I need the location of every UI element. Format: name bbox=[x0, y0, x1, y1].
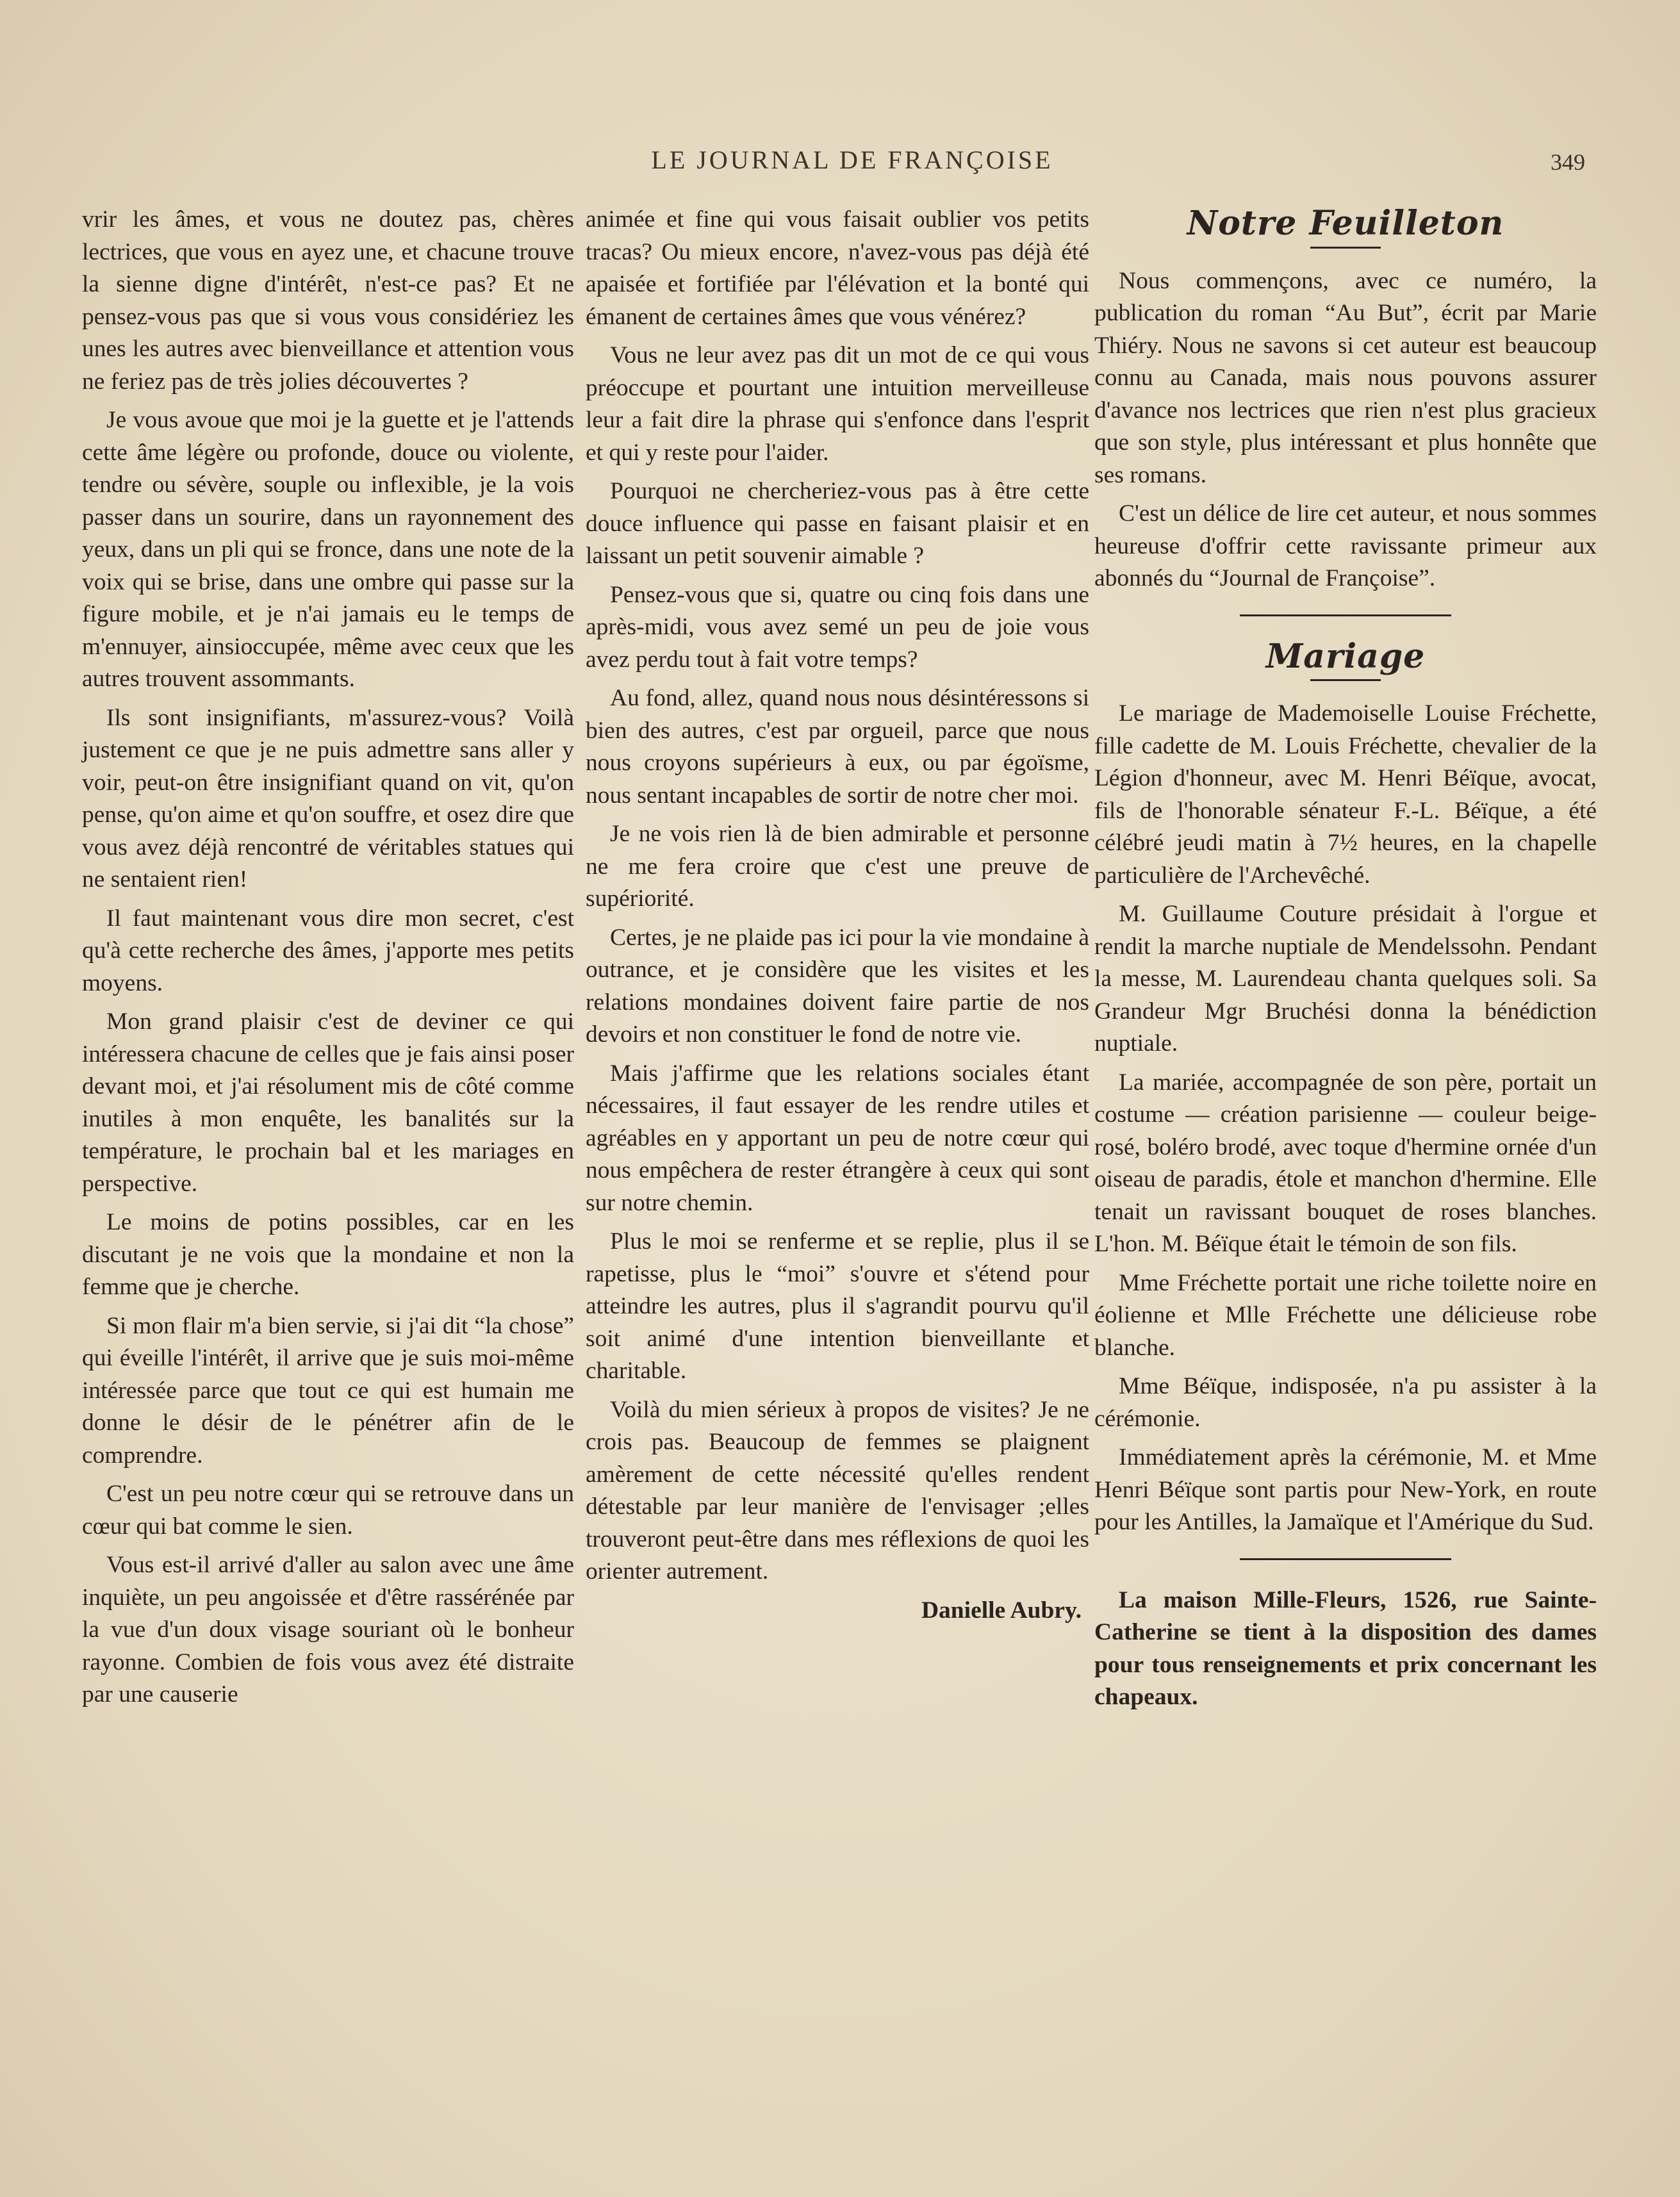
author-signature: Danielle Aubry. bbox=[921, 1597, 1082, 1624]
paragraph: Certes, je ne plaide pas ici pour la vie mondaine à outrance, et je considère que les visites et les relations mondaines doivent faire partie de nos devoirs et non constituer le fond de notre vie. bbox=[586, 924, 1089, 1048]
notice-paragraph: La maison Mille-Fleurs, 1526, rue Sainte-Catherine se tient à la disposition des dames pour tous renseignements et prix concernant les chapeaux. bbox=[1094, 1586, 1597, 1710]
paragraph: vrir les âmes, et vous ne doutez pas, chères lectrices, que vous en ayez une, et chacune trouve la sienne digne d'intérêt, n'est-ce pas? Et ne pensez-vous pas que si vous vous considériez les unes les autres avec bienveillance et attention vous ne feriez pas de très jolies découvertes ? bbox=[82, 206, 574, 395]
paragraph: Voilà du mien sérieux à propos de visites? Je ne crois pas. Beaucoup de femmes se plaignent amèrement de cette nécessité qu'elles rendent détestable par leur manière de l'envisager ;elles trouveront peut-être dans mes réflexions de quoi les orienter autrement. bbox=[586, 1396, 1089, 1584]
section-title-feuilleton: Notre Feuilleton bbox=[1187, 204, 1504, 243]
running-header-title: LE JOURNAL DE FRANÇOISE bbox=[651, 145, 1053, 174]
column-2 bbox=[586, 204, 1089, 1633]
paragraph: Vous ne leur avez pas dit un mot de ce qui vous préoccupe et pourtant une intuition merveilleuse leur a fait dire la phrase qui s'enfonce dans l'esprit et qui y reste pour l'aider. bbox=[586, 342, 1089, 466]
paragraph: C'est un peu notre cœur qui se retrouve dans un cœur qui bat comme le sien. bbox=[82, 1481, 574, 1540]
column-1 bbox=[82, 204, 574, 1718]
paragraph: Mon grand plaisir c'est de deviner ce qui intéressera chacune de celles que je fais ainsi poser devant moi, et j'ai résolument mis de côté comme inutiles à mon enquête, les banalités sur la température, le prochain bal et les mariages en perspective. bbox=[82, 1008, 574, 1197]
paragraph: Le moins de potins possibles, car en les discutant je ne vois que la mondaine et non la femme que je cherche. bbox=[82, 1209, 574, 1300]
title-underline bbox=[1310, 679, 1381, 681]
paragraph: M. Guillaume Couture présidait à l'orgue et rendit la marche nuptiale de Mendelssohn. Pendant la messe, M. Laurendeau chanta quelques soli. Sa Grandeur Mgr Bruchési donna la bénédiction nuptiale. bbox=[1094, 901, 1597, 1057]
page-number: 349 bbox=[1551, 149, 1585, 175]
paragraph: Pensez-vous que si, quatre ou cinq fois dans une après-midi, vous avez semé un peu de joie vous avez perdu tout à fait votre temps? bbox=[586, 581, 1089, 673]
title-underline bbox=[1310, 247, 1381, 249]
paragraph: Vous est-il arrivé d'aller au salon avec une âme inquiète, un peu angoissée et d'être rassérénée par la vue d'un doux visage souriant où le bonheur rayonne. Combien de fois vous avez été distraite par une causerie bbox=[82, 1552, 574, 1707]
paragraph: La mariée, accompagnée de son père, portait un costume — création parisienne — couleur beige-rosé, boléro brodé, avec toque d'hermine ornée d'un oiseau de paradis, étole et manchon d'hermine. Elle tenait un ravissant bouquet de roses blanches. L'hon. M. Béïque était le témoin de son fils. bbox=[1094, 1069, 1597, 1257]
paragraph: Plus le moi se renferme et se replie, plus il se rapetisse, plus le “moi” s'ouvre et s'étend pour atteindre les autres, plus il s'agrandit pourvu qu'il soit animé d'une intention bienveillante et charitable. bbox=[586, 1228, 1089, 1384]
paragraph: Le mariage de Mademoiselle Louise Fréchette, fille cadette de M. Louis Fréchette, chevalier de la Légion d'honneur, avec M. Henri Béïque, avocat, fils de l'honorable sénateur F.-L. Béïque, a été célébré jeudi matin à 7½ heures, en la chapelle particulière de l'Archevêché. bbox=[1094, 700, 1597, 889]
paragraph: Il faut maintenant vous dire mon secret, c'est qu'à cette recherche des âmes, j'apporte mes petits moyens. bbox=[82, 905, 574, 996]
paragraph: Immédiatement après la cérémonie, M. et Mme Henri Béïque sont partis pour New-York, en route pour les Antilles, la Jamaïque et l'Amérique du Sud. bbox=[1094, 1444, 1597, 1535]
paragraph: animée et fine qui vous faisait oublier vos petits tracas? Ou mieux encore, n'avez-vous pas déjà été apaisée et fortifiée par l'élévation et la bonté qui émanent de certaines âmes que vous vénérez? bbox=[586, 206, 1089, 330]
paragraph: C'est un délice de lire cet auteur, et nous sommes heureuse d'offrir cette ravissante primeur aux abonnés du “Journal de Françoise”. bbox=[1094, 500, 1597, 591]
paragraph: Je ne vois rien là de bien admirable et personne ne me fera croire que c'est une preuve de supériorité. bbox=[586, 821, 1089, 912]
paragraph: Pourquoi ne chercheriez-vous pas à être cette douce influence qui passe en faisant plaisir et en laissant un petit souvenir aimable ? bbox=[586, 478, 1089, 569]
paragraph: Mais j'affirme que les relations sociales étant nécessaires, il faut essayer de les rendre utiles et agréables en y apportant un peu de notre cœur qui nous empêchera de rester étrangère à ceux qui sont sur notre chemin. bbox=[586, 1060, 1089, 1216]
paragraph: Je vous avoue que moi je la guette et je l'attends cette âme légère ou profonde, douce ou violente, tendre ou sévère, souple ou inflexible, je la vois passer dans un sourire, dans un rayonnement des yeux, dans un pli qui se fronce, dans une note de la voix qui se brise, dans une ombre qui passe sur la figure mobile, et je n'ai jamais eu le temps de m'ennuyer, ainsioccupée, même avec ceux que les autres trouvent assommants. bbox=[82, 407, 574, 692]
paragraph: Mme Béïque, indisposée, n'a pu assister à la cérémonie. bbox=[1094, 1373, 1597, 1432]
section-divider bbox=[1240, 614, 1451, 616]
paragraph: Nous commençons, avec ce numéro, la publication du roman “Au But”, écrit par Marie Thiéry. Nous ne savons si cet auteur est beaucoup connu au Canada, mais nous pouvons assurer d'avance nos lectrices que rien n'est plus gracieux que son style, plus intéressant et plus honnête que ses romans. bbox=[1094, 267, 1597, 488]
column-3 bbox=[1094, 204, 1597, 1720]
paragraph: Au fond, allez, quand nous nous désintéressons si bien des autres, c'est par orgueil, parce que nous nous croyons supérieurs à eux, ou par égoïsme, nous sentant incapables de sortir de notre cher moi. bbox=[586, 685, 1089, 809]
paragraph: Ils sont insignifiants, m'assurez-vous? Voilà justement ce que je ne puis admettre sans aller y voir, peut-on être insignifiant quand on vit, qu'on pense, qu'on aime et qu'on souffre, et osez dire que vous avez déjà rencontré de véritables statues qui ne sentaient rien! bbox=[82, 704, 574, 893]
paragraph: Mme Fréchette portait une riche toilette noire en éolienne et Mlle Fréchette une délicieuse robe blanche. bbox=[1094, 1269, 1597, 1361]
section-divider bbox=[1240, 1558, 1451, 1560]
section-title-mariage: Mariage bbox=[1265, 636, 1426, 676]
paragraph: Si mon flair m'a bien servie, si j'ai dit “la chose” qui éveille l'intérêt, il arrive que je suis moi-même intéressée parce que tout ce qui est humain me donne le désir de le pénétrer afin de le comprendre. bbox=[82, 1312, 574, 1469]
